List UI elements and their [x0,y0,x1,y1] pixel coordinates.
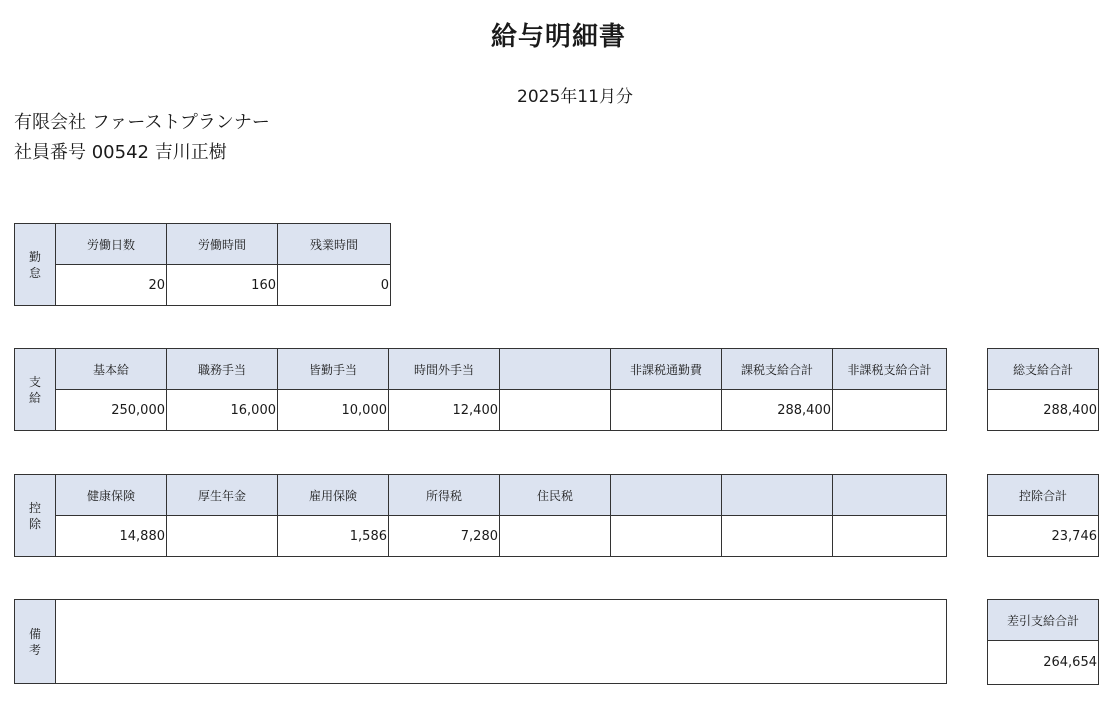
header-job-allowance: 職務手当 [167,349,278,390]
company-name: 有限会社 ファーストプランナー [14,112,270,133]
header-pension: 厚生年金 [167,475,278,516]
header-deduction-blank-1 [611,475,722,516]
value-base-salary: 250,000 [56,390,167,431]
value-nontaxable-commute [611,390,722,431]
deduction-total-table [987,474,1099,557]
header-base-salary: 基本給 [56,349,167,390]
header-deduction-blank-2 [722,475,833,516]
header-gross-total: 総支給合計 [988,349,1099,390]
header-overtime-allowance: 時間外手当 [389,349,500,390]
header-net-total: 差引支給合計 [988,600,1099,641]
net-total-table [987,599,1099,685]
value-work-hours: 160 [167,265,278,306]
value-work-days: 20 [56,265,167,306]
header-nontaxable-commute: 非課税通勤費 [611,349,722,390]
remarks-side-label: 備 考 [15,600,56,684]
gross-total-table [987,348,1099,431]
value-taxable-total: 288,400 [722,390,833,431]
header-work-days: 労働日数 [56,224,167,265]
header-resident-tax: 住民税 [500,475,611,516]
header-deduction-total: 控除合計 [988,475,1099,516]
value-resident-tax [500,516,611,557]
header-nontaxable-total: 非課税支給合計 [833,349,947,390]
document-title: 給与明細書 [490,22,626,52]
header-income-tax: 所得税 [389,475,500,516]
value-deduction-blank-3 [833,516,947,557]
value-overtime-allowance: 12,400 [389,390,500,431]
attendance-side-label: 勤 怠 [15,224,56,306]
remarks-table [14,599,947,684]
value-deduction-blank-2 [722,516,833,557]
value-deduction-blank-1 [611,516,722,557]
value-nontaxable-total [833,390,947,431]
value-income-tax: 7,280 [389,516,500,557]
remarks-content [56,600,947,684]
value-employment-insurance: 1,586 [278,516,389,557]
employee-info: 社員番号 00542 吉川正樹 [14,142,227,163]
header-work-hours: 労働時間 [167,224,278,265]
deductions-side-label: 控 除 [15,475,56,557]
payments-table [14,348,947,431]
header-health-insurance: 健康保険 [56,475,167,516]
header-payment-blank [500,349,611,390]
payments-side-label: 支 給 [15,349,56,431]
value-health-insurance: 14,880 [56,516,167,557]
value-payment-blank [500,390,611,431]
value-overtime-hours: 0 [278,265,391,306]
header-deduction-blank-3 [833,475,947,516]
value-attendance-allowance: 10,000 [278,390,389,431]
header-employment-insurance: 雇用保険 [278,475,389,516]
deductions-table [14,474,947,557]
value-job-allowance: 16,000 [167,390,278,431]
value-gross-total: 288,400 [988,390,1099,431]
attendance-table [14,223,391,306]
value-pension [167,516,278,557]
header-taxable-total: 課税支給合計 [722,349,833,390]
header-overtime-hours: 残業時間 [278,224,391,265]
pay-period: 2025年11月分 [517,87,633,107]
value-net-total: 264,654 [988,641,1099,685]
value-deduction-total: 23,746 [988,516,1099,557]
header-attendance-allowance: 皆勤手当 [278,349,389,390]
